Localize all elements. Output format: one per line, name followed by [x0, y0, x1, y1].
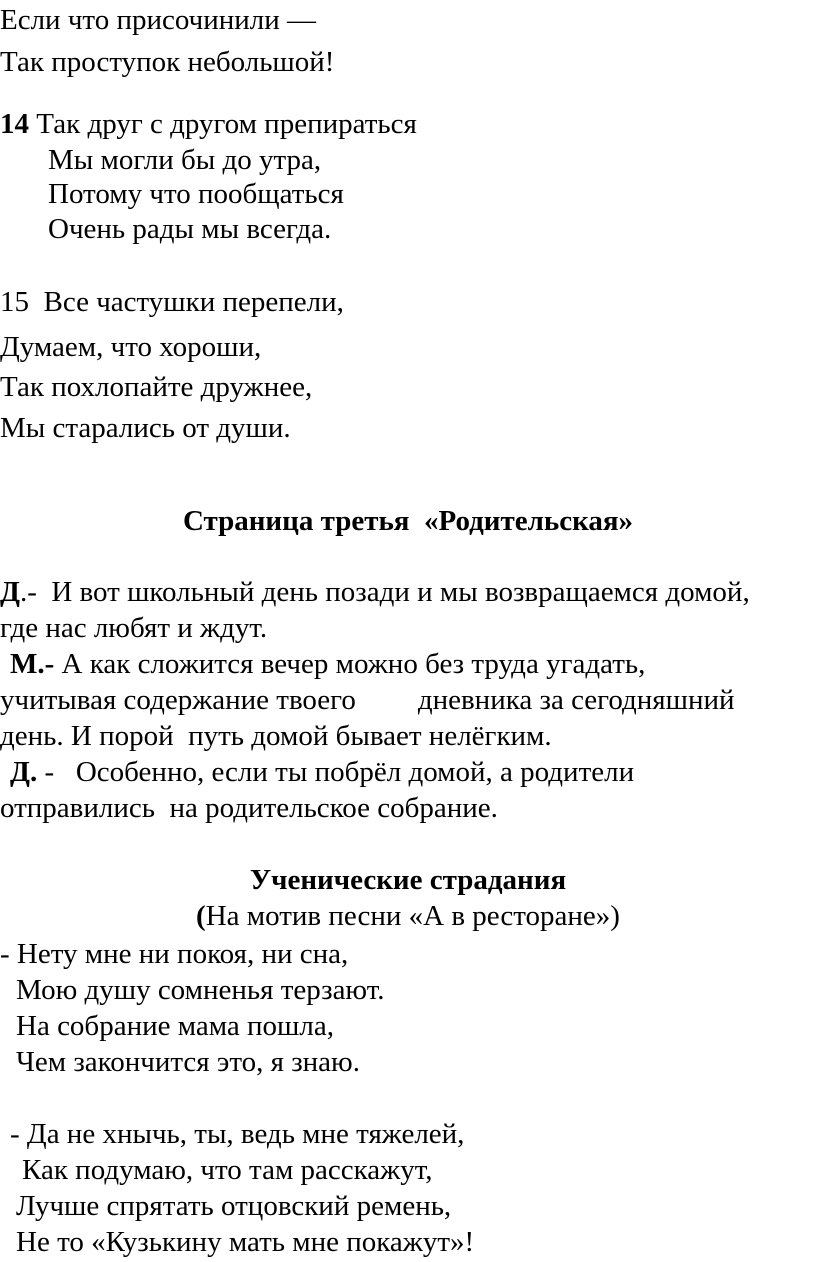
verse-line: Так похлопайте дружнее, [0, 371, 313, 403]
section-title: Страница третья «Родительская» [182, 505, 634, 537]
verse-line: Если что присочинили — [0, 4, 316, 36]
song-title: Ученические страдания [249, 864, 567, 896]
song-line: Как подумаю, что там расскажут, [22, 1154, 433, 1186]
song-line: На собрание мама пошла, [16, 1010, 334, 1042]
verse-line: Мы старались от души. [0, 412, 291, 444]
dialogue-line [0, 686, 735, 715]
song-line: - Да не хнычь, ты, ведь мне тяжелей, [10, 1118, 465, 1150]
verse-number: 14 [0, 108, 29, 140]
song-line: Чем закончится это, я знаю. [16, 1046, 360, 1078]
song-line: Не то «Кузькину мать мне покажут»! [16, 1226, 475, 1258]
verse-line-text: Так друг с другом препираться [29, 108, 417, 140]
verse-14-first-line [0, 110, 417, 139]
dialogue-text: - Особенно, если ты побрёл домой, а родители [37, 756, 635, 788]
dialogue-text: .- И вот школьный день позади и мы возвращаемся домой, [19, 576, 750, 608]
song-subtitle: (На мотив песни «А в ресторане») [196, 900, 620, 932]
dialogue-line [10, 758, 634, 787]
speaker-label: Д [0, 576, 20, 608]
verse-line: 15 Все частушки перепели, [0, 286, 344, 318]
dialogue-line: где нас любят и ждут. [0, 612, 268, 644]
song-line: Лучше спрятать отцовский ремень, [16, 1190, 452, 1222]
verse-line: Думаем, что хороши, [0, 331, 262, 363]
speaker-label: Д. [10, 756, 38, 788]
dialogue-text: А как сложится вечер можно без труда угадать, [54, 648, 646, 680]
dialogue-line [0, 578, 750, 607]
dialogue-text: дневника за сегодняшний [417, 684, 735, 716]
dialogue-line: день. И порой путь домой бывает нелёгким. [0, 720, 552, 752]
dialogue-text: учитывая содержание твоего [0, 684, 356, 716]
verse-line: Так проступок небольшой! [0, 46, 335, 78]
song-line: - Нету мне ни покоя, ни сна, [0, 938, 349, 970]
song-line: Мою душу сомненья терзают. [16, 974, 385, 1006]
dialogue-line [10, 650, 645, 679]
speaker-label: М.- [10, 648, 55, 680]
verse-line: Потому что пообщаться [48, 178, 344, 210]
dialogue-line: отправились на родительское собрание. [0, 792, 498, 824]
verse-line: Очень рады мы всегда. [48, 213, 332, 245]
verse-line: Мы могли бы до утра, [48, 144, 322, 176]
